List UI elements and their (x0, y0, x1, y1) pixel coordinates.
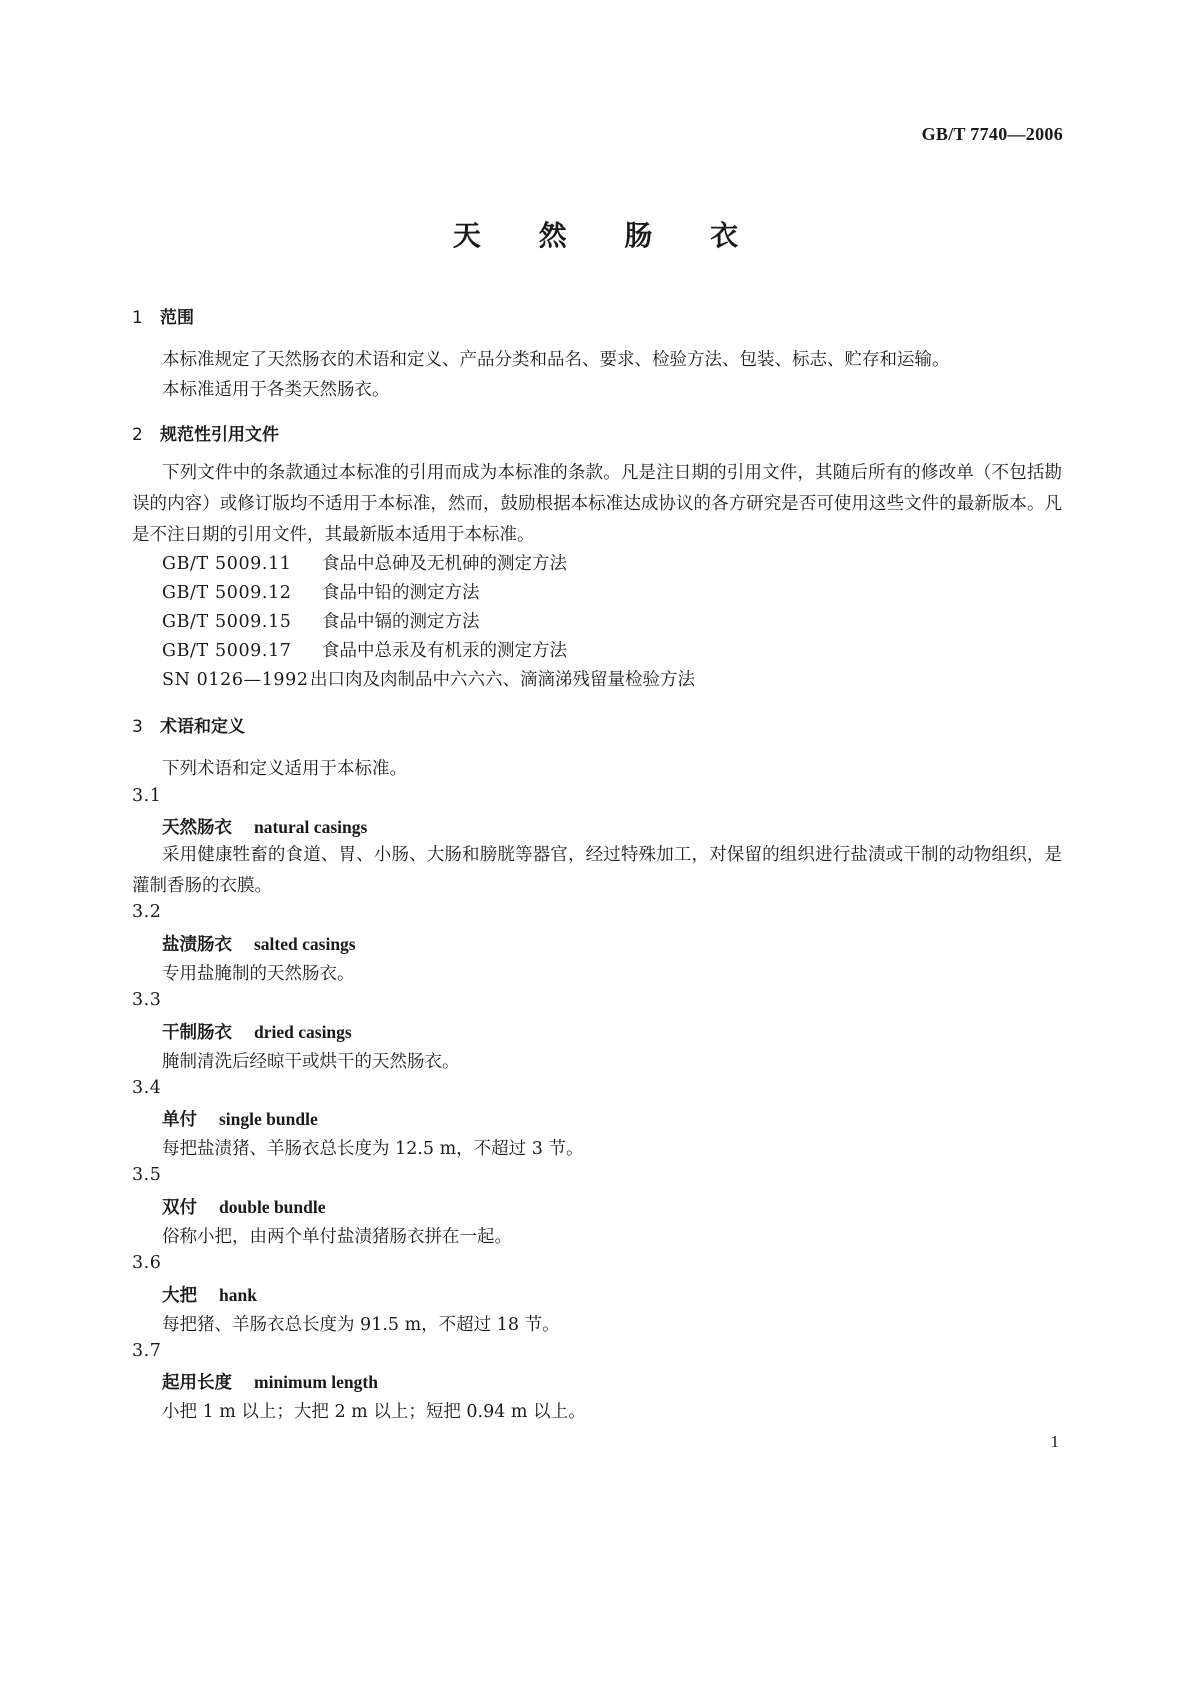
reference-item (162, 637, 567, 662)
term-en: dried casings (254, 1022, 352, 1042)
term-definition: 小把 1 m 以上；大把 2 m 以上；短把 0.94 m 以上。 (162, 1402, 586, 1422)
term-heading (162, 1369, 378, 1394)
term-en: natural casings (254, 817, 368, 837)
term-number: 3.4 (132, 1078, 162, 1098)
section-1-heading (132, 303, 194, 328)
term-definition: 腌制清洗后经晾干或烘干的天然肠衣。 (162, 1052, 460, 1072)
section-number: 3 (132, 717, 143, 737)
term-heading (162, 1019, 352, 1044)
term-number: 3.6 (132, 1253, 162, 1273)
section-2-heading (132, 420, 279, 445)
term-zh: 盐渍肠衣 (162, 935, 232, 955)
term-en: hank (219, 1285, 257, 1305)
term-en: single bundle (219, 1109, 318, 1129)
section-number: 2 (132, 425, 143, 445)
paragraph: 本标准适用于各类天然肠衣。 (162, 380, 390, 400)
reference-title: 食品中总汞及有机汞的测定方法 (322, 641, 567, 661)
reference-title: 食品中镉的测定方法 (322, 612, 480, 632)
section-title: 规范性引用文件 (160, 425, 279, 445)
term-number: 3.3 (132, 990, 162, 1010)
term-number: 3.5 (132, 1165, 162, 1185)
page-number: 1 (1050, 1432, 1059, 1451)
reference-item (162, 666, 695, 691)
term-zh: 天然肠衣 (162, 818, 232, 838)
term-heading (162, 814, 367, 839)
term-number: 3.1 (132, 786, 162, 806)
section-number: 1 (132, 308, 143, 328)
reference-title: 出口肉及肉制品中六六六、滴滴涕残留量检验方法 (310, 670, 695, 690)
term-definition: 采用健康牲畜的食道、胃、小肠、大肠和膀胱等器官，经过特殊加工，对保留的组织进行盐渍或干制的动物组织，是灌制香肠的衣膜。 (132, 845, 1062, 896)
reference-item (162, 550, 567, 575)
term-zh: 单付 (162, 1110, 197, 1130)
section-title: 范围 (160, 308, 194, 328)
reference-title: 食品中总砷及无机砷的测定方法 (322, 554, 567, 574)
reference-code: GB/T 5009.17 (162, 641, 292, 661)
term-number: 3.7 (132, 1341, 162, 1361)
standard-code: GB/T 7740—2006 (921, 124, 1063, 144)
reference-code: SN 0126—1992 (162, 670, 309, 690)
section-title: 术语和定义 (160, 717, 245, 737)
reference-code: GB/T 5009.11 (162, 554, 292, 574)
term-heading (162, 1106, 318, 1131)
term-definition: 每把猪、羊肠衣总长度为 91.5 m，不超过 18 节。 (162, 1315, 560, 1335)
paragraph: 本标准规定了天然肠衣的术语和定义、产品分类和品名、要求、检验方法、包装、标志、贮存和运输。 (162, 350, 950, 370)
reference-item (162, 608, 480, 633)
term-number: 3.2 (132, 902, 162, 922)
paragraph: 下列文件中的条款通过本标准的引用而成为本标准的条款。凡是注日期的引用文件，其随后所有的修改单（不包括勘误的内容）或修订版均不适用于本标准，然而，鼓励根据本标准达成协议的各方研究是否可使用这些文件的最新版本。凡是不注日期的引用文件，其最新版本适用于本标准。 (132, 463, 1062, 545)
term-zh: 干制肠衣 (162, 1023, 232, 1043)
term-zh: 双付 (162, 1198, 197, 1218)
reference-item (162, 579, 480, 604)
reference-title: 食品中铅的测定方法 (322, 583, 480, 603)
term-heading (162, 1282, 257, 1307)
document-title: 天 然 肠 衣 (452, 219, 763, 252)
reference-code: GB/T 5009.12 (162, 583, 292, 603)
term-en: double bundle (219, 1197, 326, 1217)
term-definition: 俗称小把，由两个单付盐渍猪肠衣拼在一起。 (162, 1227, 512, 1247)
paragraph: 下列术语和定义适用于本标准。 (162, 759, 407, 779)
term-zh: 大把 (162, 1286, 197, 1306)
term-heading (162, 1194, 326, 1219)
term-heading (162, 931, 356, 956)
term-definition: 每把盐渍猪、羊肠衣总长度为 12.5 m，不超过 3 节。 (162, 1139, 584, 1159)
reference-code: GB/T 5009.15 (162, 612, 292, 632)
term-en: salted casings (254, 934, 356, 954)
term-zh: 起用长度 (162, 1373, 232, 1393)
term-en: minimum length (254, 1372, 378, 1392)
section-3-heading (132, 712, 245, 737)
term-definition: 专用盐腌制的天然肠衣。 (162, 964, 355, 984)
